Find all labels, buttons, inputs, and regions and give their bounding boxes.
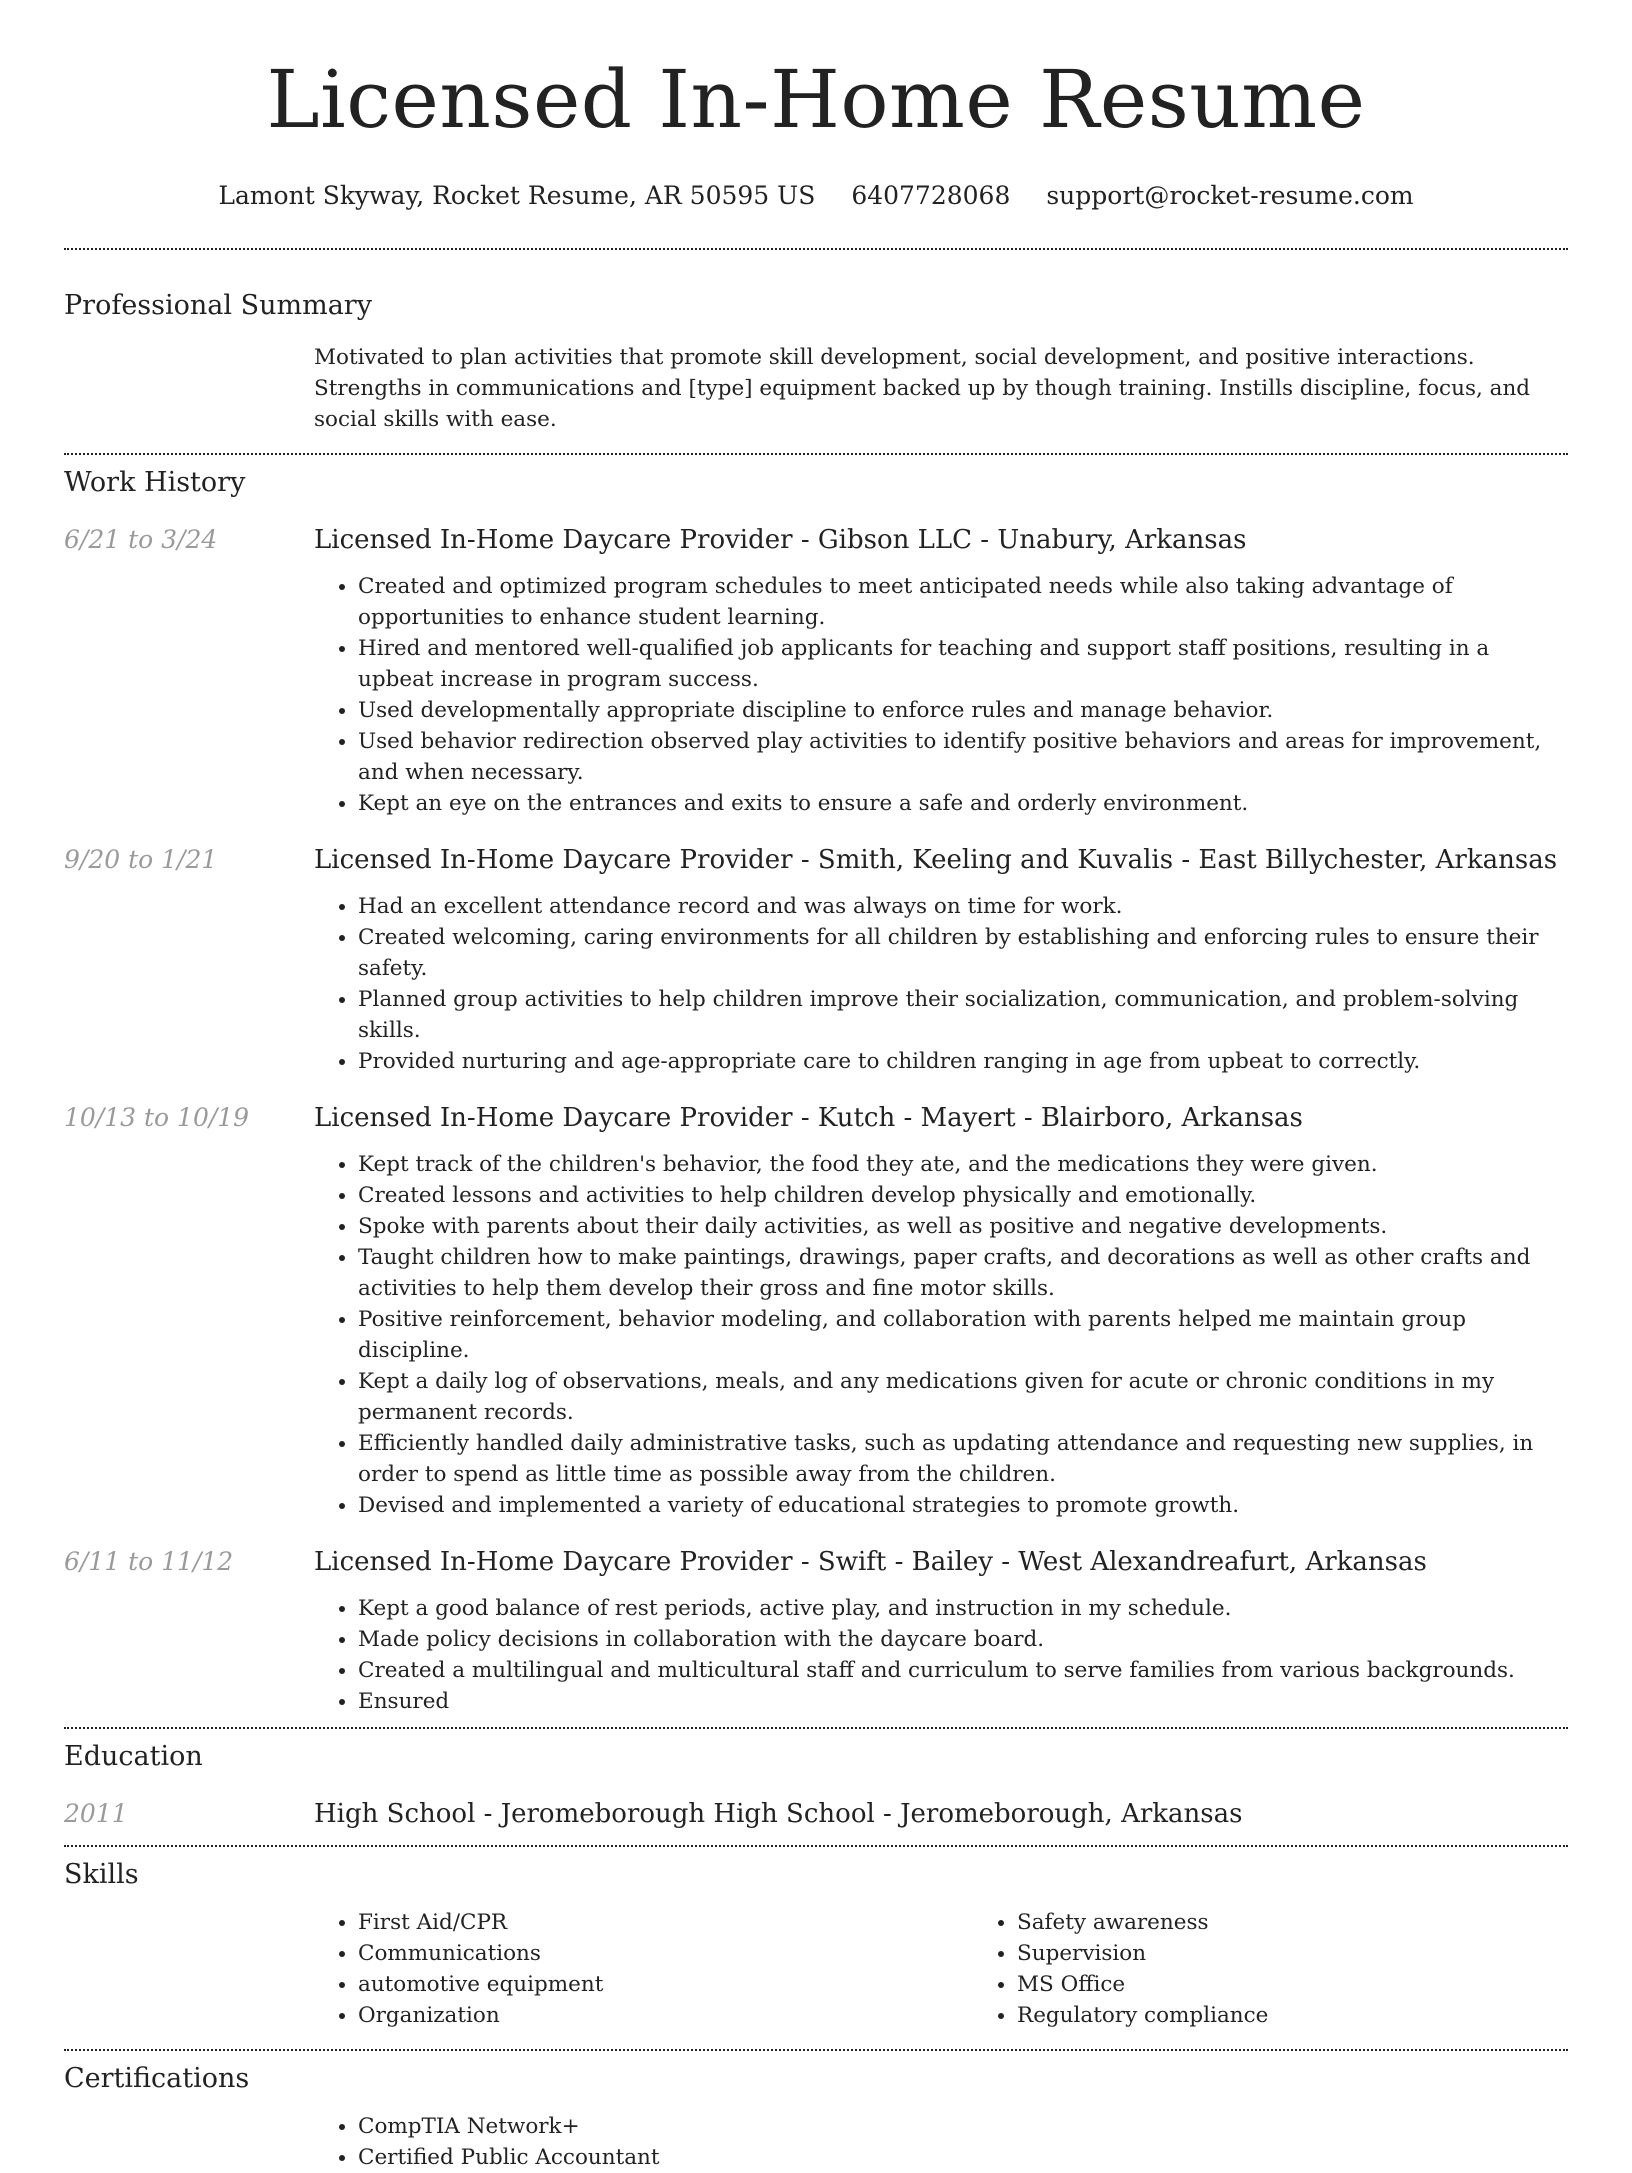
contact-phone: 6407728068: [851, 181, 1011, 210]
job-dates: 10/13 to 10/19: [64, 1103, 250, 1132]
skill-item: • MS Office: [1017, 1969, 1632, 2000]
skills-list-left: [314, 1907, 973, 2031]
job-bullet: • Provided nurturing and age-appropriate care to children ranging in age from upbeat to correctly.: [358, 1046, 1568, 1077]
job-dates: 9/20 to 1/21: [64, 845, 218, 874]
education-dates: 2011: [64, 1799, 128, 1828]
certifications-list: [314, 2111, 1568, 2173]
skill-item: • First Aid/CPR: [358, 1907, 973, 1938]
job-bullet: • Kept a daily log of observations, meals, and any medications given for acute or chronic conditions in my permanent records.: [358, 1366, 1568, 1428]
job-title: Licensed In-Home Daycare Provider - Kutch - Mayert - Blairboro, Arkansas: [314, 1103, 1303, 1133]
job-entry: [0, 1101, 1632, 1521]
contact-line: [0, 178, 1632, 214]
job-title: Licensed In-Home Daycare Provider - Smith, Keeling and Kuvalis - East Billychester, Arkansas: [314, 845, 1558, 875]
job-bullets: [314, 1149, 1568, 1521]
work-history-list: [0, 523, 1632, 1717]
contact-email: support@rocket-resume.com: [1046, 181, 1414, 210]
job-bullet: • Created lessons and activities to help children develop physically and emotionally.: [358, 1180, 1568, 1211]
job-bullet: • Created and optimized program schedules to meet anticipated needs while also taking advantage of opportunities to enhance student learning.: [358, 571, 1568, 633]
skills-list-right: [973, 1907, 1632, 2031]
skill-item: • Supervision: [1017, 1938, 1632, 1969]
summary-row: [0, 342, 1632, 435]
job-bullets: [314, 891, 1568, 1077]
skill-item: • automotive equipment: [358, 1969, 973, 2000]
certification-item: • Certified Public Accountant: [358, 2142, 1568, 2173]
job-entry: [0, 523, 1632, 819]
divider: [64, 248, 1568, 250]
job-bullets: [314, 1593, 1568, 1717]
contact-address: Lamont Skyway, Rocket Resume, AR 50595 US: [218, 181, 816, 210]
job-bullet: • Had an excellent attendance record and was always on time for work.: [358, 891, 1568, 922]
job-dates: 6/21 to 3/24: [64, 525, 218, 554]
job-bullet: • Kept an eye on the entrances and exits to ensure a safe and orderly environment.: [358, 788, 1568, 819]
education-item: [0, 1797, 1632, 1831]
summary-text: Motivated to plan activities that promote skill development, social development, and positive interactions. Strengths in communications and [type] equipment backed up by though training. Instills discipline, focus, and social skills with ease.: [314, 345, 1531, 432]
job-bullet: • Kept a good balance of rest periods, active play, and instruction in my schedule.: [358, 1593, 1568, 1624]
job-bullet: • Created a multilingual and multicultural staff and curriculum to serve families from various backgrounds.: [358, 1655, 1568, 1686]
job-bullet: • Efficiently handled daily administrative tasks, such as updating attendance and requesting new supplies, in order to spend as little time as possible away from the children.: [358, 1428, 1568, 1490]
job-bullet: • Positive reinforcement, behavior modeling, and collaboration with parents helped me maintain group discipline.: [358, 1304, 1568, 1366]
certifications-row: [0, 2111, 1632, 2173]
job-bullet: • Made policy decisions in collaboration with the daycare board.: [358, 1624, 1568, 1655]
skill-item: • Regulatory compliance: [1017, 2000, 1632, 2031]
resume-name: Licensed In-Home Resume: [266, 53, 1366, 146]
job-bullet: • Created welcoming, caring environments for all children by establishing and enforcing rules to ensure their safety.: [358, 922, 1568, 984]
skills-lists: [314, 1907, 1632, 2031]
skill-item: • Communications: [358, 1938, 973, 1969]
job-dates: 6/11 to 11/12: [64, 1547, 234, 1576]
job-bullet: • Devised and implemented a variety of educational strategies to promote growth.: [358, 1490, 1568, 1521]
certification-item: • CompTIA Network+: [358, 2111, 1568, 2142]
divider: [64, 1845, 1568, 1847]
job-title: Licensed In-Home Daycare Provider - Swift - Bailey - West Alexandreafurt, Arkansas: [314, 1547, 1427, 1577]
summary-heading: Professional Summary: [64, 290, 372, 321]
job-bullet: • Hired and mentored well-qualified job applicants for teaching and support staff positions, resulting in a upbeat increase in program success.: [358, 633, 1568, 695]
job-bullet: • Spoke with parents about their daily activities, as well as positive and negative developments.: [358, 1211, 1568, 1242]
divider: [64, 453, 1568, 455]
education-heading: Education: [64, 1741, 203, 1772]
skill-item: • Safety awareness: [1017, 1907, 1632, 1938]
job-bullet: • Ensured: [358, 1686, 1568, 1717]
job-bullet: • Used behavior redirection observed play activities to identify positive behaviors and areas for improvement, and when necessary.: [358, 726, 1568, 788]
certifications-heading: Certifications: [64, 2063, 250, 2094]
job-bullet: • Kept track of the children's behavior, the food they ate, and the medications they were given.: [358, 1149, 1568, 1180]
divider: [64, 2049, 1568, 2051]
job-title: Licensed In-Home Daycare Provider - Gibson LLC - Unabury, Arkansas: [314, 525, 1247, 555]
skills-row: [0, 1907, 1632, 2031]
skills-heading: Skills: [64, 1859, 139, 1890]
job-entry: [0, 843, 1632, 1077]
work-heading: Work History: [64, 467, 246, 498]
divider: [64, 1727, 1568, 1729]
skill-item: • Organization: [358, 2000, 973, 2031]
job-bullet: • Planned group activities to help children improve their socialization, communication, and problem-solving skills.: [358, 984, 1568, 1046]
job-bullet: • Taught children how to make paintings, drawings, paper crafts, and decorations as well as other crafts and activities to help them develop their gross and fine motor skills.: [358, 1242, 1568, 1304]
education-title: High School - Jeromeborough High School - Jeromeborough, Arkansas: [314, 1799, 1243, 1829]
job-bullet: • Used developmentally appropriate discipline to enforce rules and manage behavior.: [358, 695, 1568, 726]
job-bullets: [314, 571, 1568, 819]
job-entry: [0, 1545, 1632, 1717]
